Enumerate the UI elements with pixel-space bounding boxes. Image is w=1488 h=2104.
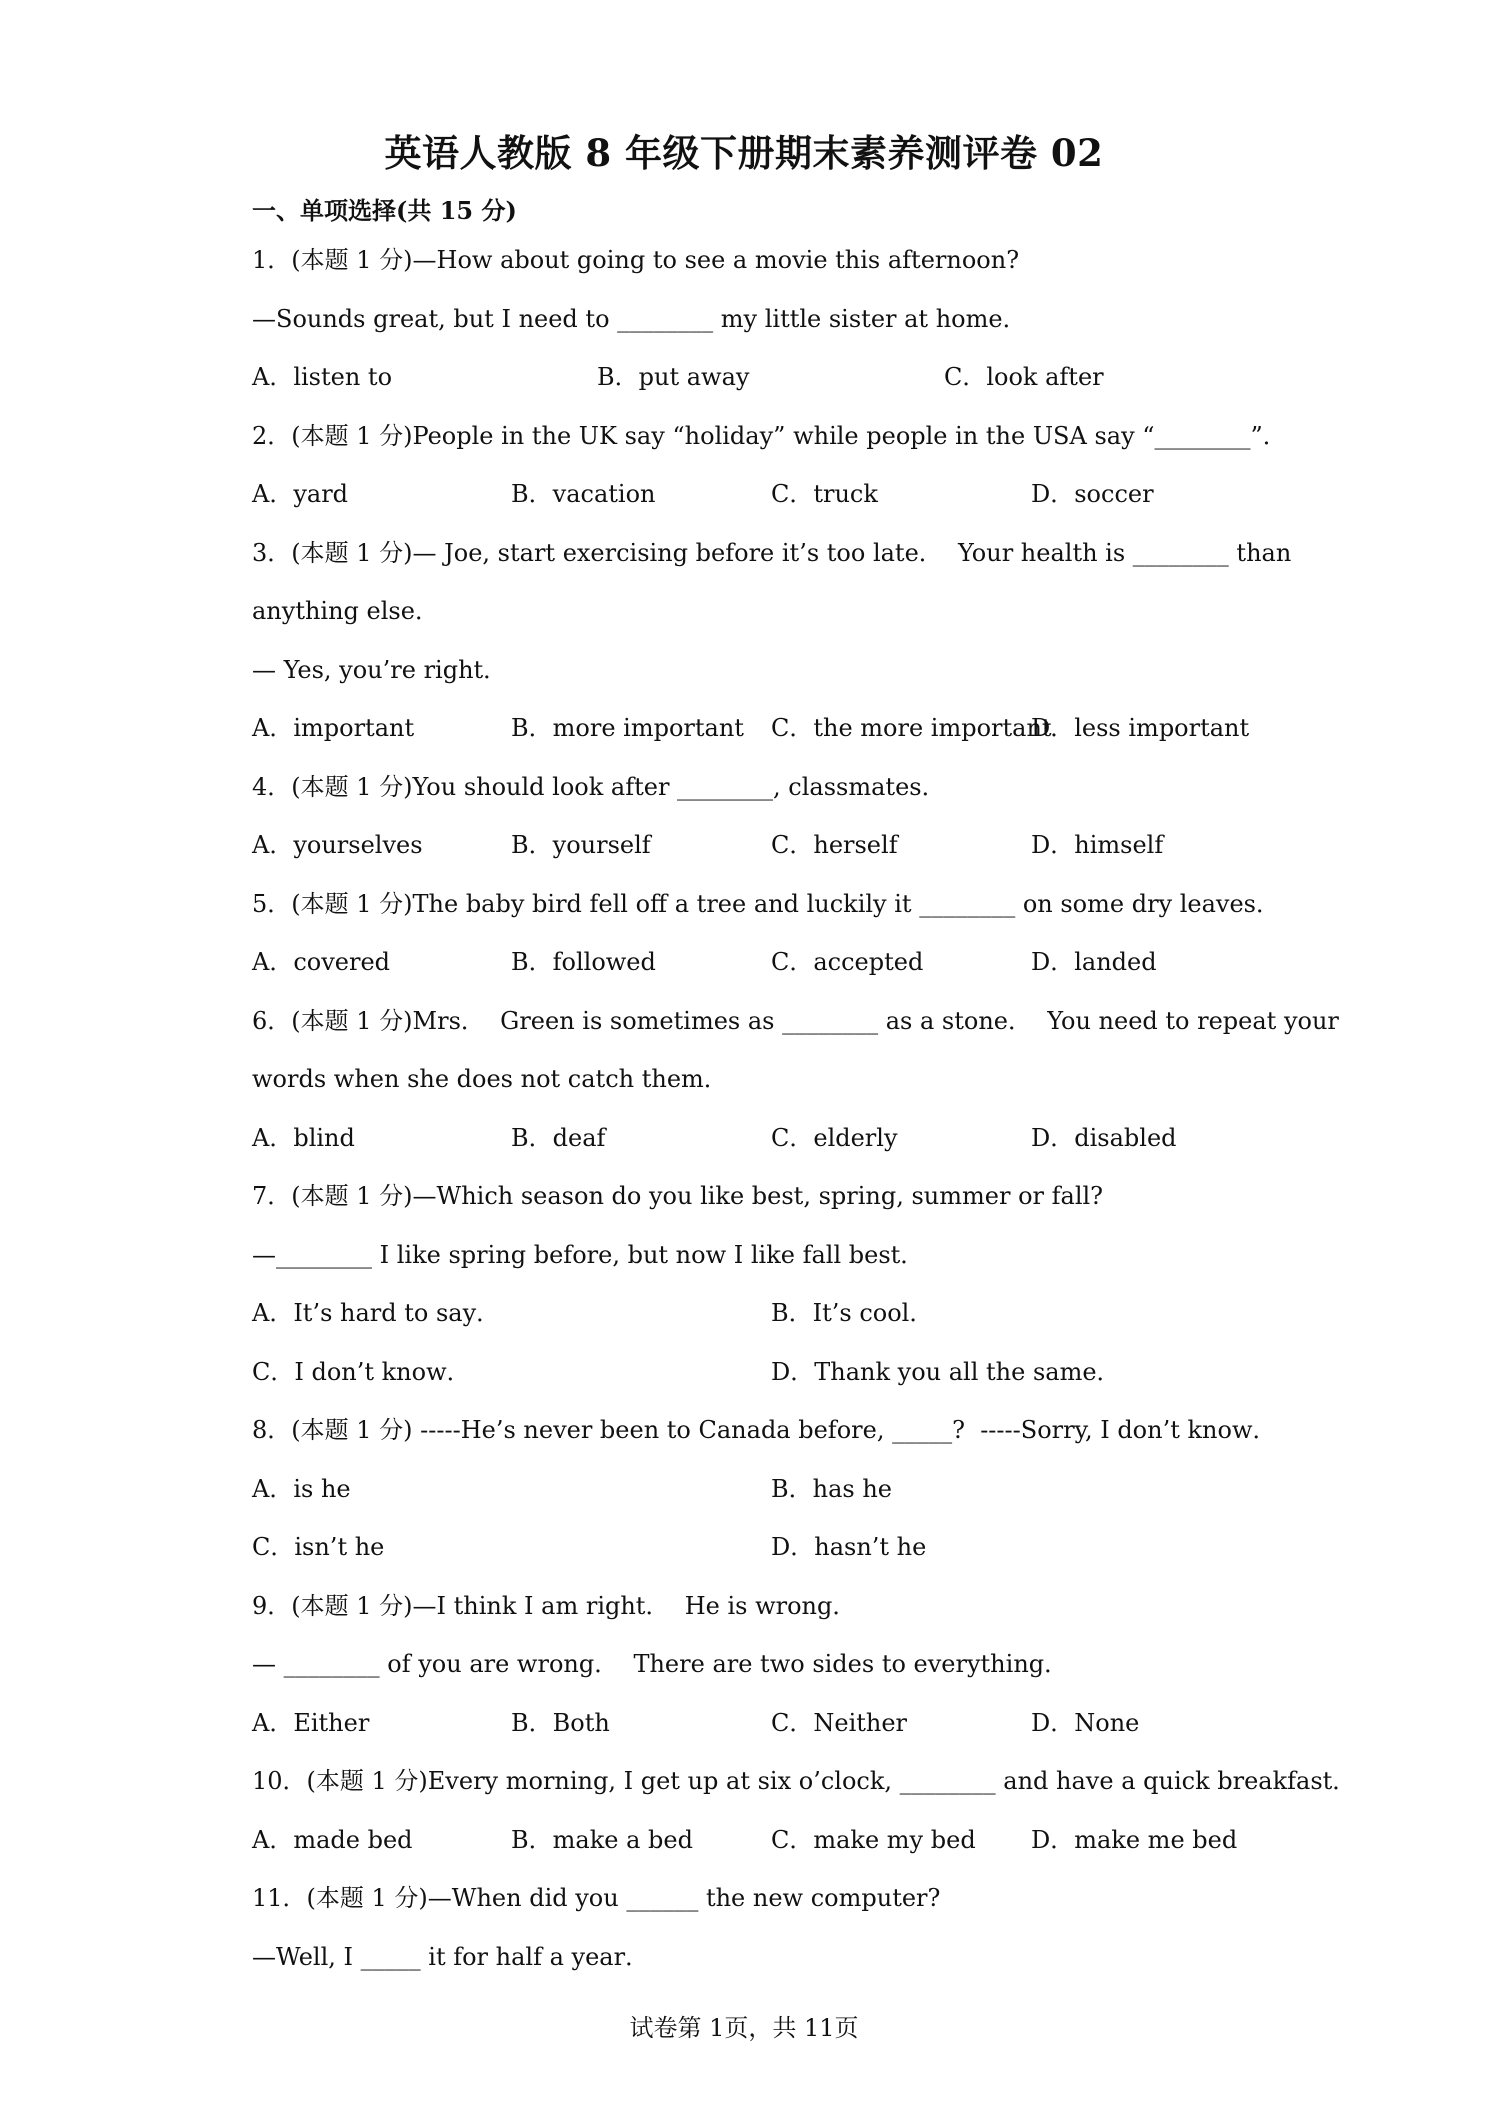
question-7-reply: —________ I like spring before, but now I like fall best． <box>252 1241 925 1269</box>
section-heading: 一、单项选择(共 15 分) <box>252 196 517 225</box>
question-5-option-d: D．landed <box>1031 948 1157 976</box>
question-8-option-a: A．is he <box>252 1475 351 1503</box>
question-6-option-d: D．disabled <box>1031 1124 1177 1152</box>
question-3-stem: 3．(本题 1 分)— Joe, start exercising before it’s too late． Your health is ________ than <box>252 539 1292 567</box>
question-5-stem: 5．(本题 1 分)The baby bird fell off a tree and luckily it ________ on some dry leaves． <box>252 890 1281 918</box>
question-9-option-a: A．Either <box>252 1709 370 1737</box>
question-8-option-c: C．isn’t he <box>252 1533 385 1561</box>
question-7-option-b: B．It’s cool． <box>771 1299 934 1327</box>
question-3-option-b: B．more important <box>511 714 744 742</box>
question-9-option-b: B．Both <box>511 1709 610 1737</box>
question-8-option-d: D．hasn’t he <box>771 1533 927 1561</box>
question-4-option-b: B．yourself <box>511 831 651 859</box>
question-6-stem-cont: words when she does not catch them． <box>252 1065 728 1093</box>
question-7-stem: 7．(本题 1 分)—Which season do you like best, spring, summer or fall? <box>252 1182 1104 1210</box>
question-10-option-c: C．make my bed <box>771 1826 976 1854</box>
question-1-stem: 1．(本题 1 分)—How about going to see a movie this afternoon? <box>252 246 1020 274</box>
question-2-option-b: B．vacation <box>511 480 656 508</box>
question-10-option-d: D．make me bed <box>1031 1826 1238 1854</box>
question-10-stem: 10．(本题 1 分)Every morning, I get up at six o’clock, ________ and have a quick breakfast． <box>252 1767 1357 1795</box>
question-5-option-a: A．covered <box>252 948 391 976</box>
question-11-reply: —Well, I _____ it for half a year． <box>252 1943 650 1971</box>
question-10-option-b: B．make a bed <box>511 1826 693 1854</box>
question-11-stem: 11．(本题 1 分)—When did you ______ the new computer? <box>252 1884 941 1912</box>
question-3-option-a: A．important <box>252 714 415 742</box>
question-7-option-c: C．I don’t know． <box>252 1358 471 1386</box>
question-4-stem: 4．(本题 1 分)You should look after ________, classmates． <box>252 773 946 801</box>
question-2-option-a: A．yard <box>252 480 349 508</box>
question-1-option-a: A．listen to <box>252 363 393 391</box>
question-7-option-d: D．Thank you all the same． <box>771 1358 1121 1386</box>
question-10-option-a: A．made bed <box>252 1826 413 1854</box>
question-2-stem: 2．(本题 1 分)People in the UK say “holiday” while people in the USA say “________”． <box>252 422 1287 450</box>
question-2-option-c: C．truck <box>771 480 878 508</box>
page-footer: 试卷第 1页，共 11页 <box>629 2014 859 2042</box>
question-6-stem: 6．(本题 1 分)Mrs． Green is sometimes as ________ as a stone． You need to repeat your <box>252 1007 1339 1035</box>
question-9-option-d: D．None <box>1031 1709 1140 1737</box>
question-1-option-c: C．look after <box>944 363 1104 391</box>
page-title: 英语人教版 8 年级下册期末素养测评卷 02 <box>384 131 1104 175</box>
question-5-option-b: B．followed <box>511 948 656 976</box>
question-6-option-c: C．elderly <box>771 1124 898 1152</box>
question-3-reply: — Yes, you’re right． <box>252 656 508 684</box>
question-2-option-d: D．soccer <box>1031 480 1154 508</box>
question-6-option-a: A．blind <box>252 1124 355 1152</box>
question-9-option-c: C．Neither <box>771 1709 908 1737</box>
question-8-stem: 8．(本题 1 分) -----He’s never been to Canada before, _____? -----Sorry, I don’t know． <box>252 1416 1277 1444</box>
question-3-stem-cont: anything else． <box>252 597 439 625</box>
question-1-option-b: B．put away <box>597 363 750 391</box>
question-1-reply: —Sounds great, but I need to ________ my little sister at home． <box>252 305 1027 333</box>
question-8-option-b: B．has he <box>771 1475 893 1503</box>
question-7-option-a: A．It’s hard to say． <box>252 1299 501 1327</box>
question-5-option-c: C．accepted <box>771 948 924 976</box>
question-4-option-a: A．yourselves <box>252 831 423 859</box>
question-6-option-b: B．deaf <box>511 1124 606 1152</box>
question-3-option-d: D．less important <box>1031 714 1250 742</box>
question-4-option-c: C．herself <box>771 831 898 859</box>
question-4-option-d: D．himself <box>1031 831 1164 859</box>
question-3-option-c: C．the more important <box>771 714 1052 742</box>
question-9-stem: 9．(本题 1 分)—I think I am right． He is wrong． <box>252 1592 857 1620</box>
question-9-reply: — ________ of you are wrong． There are two sides to everything． <box>252 1650 1069 1678</box>
